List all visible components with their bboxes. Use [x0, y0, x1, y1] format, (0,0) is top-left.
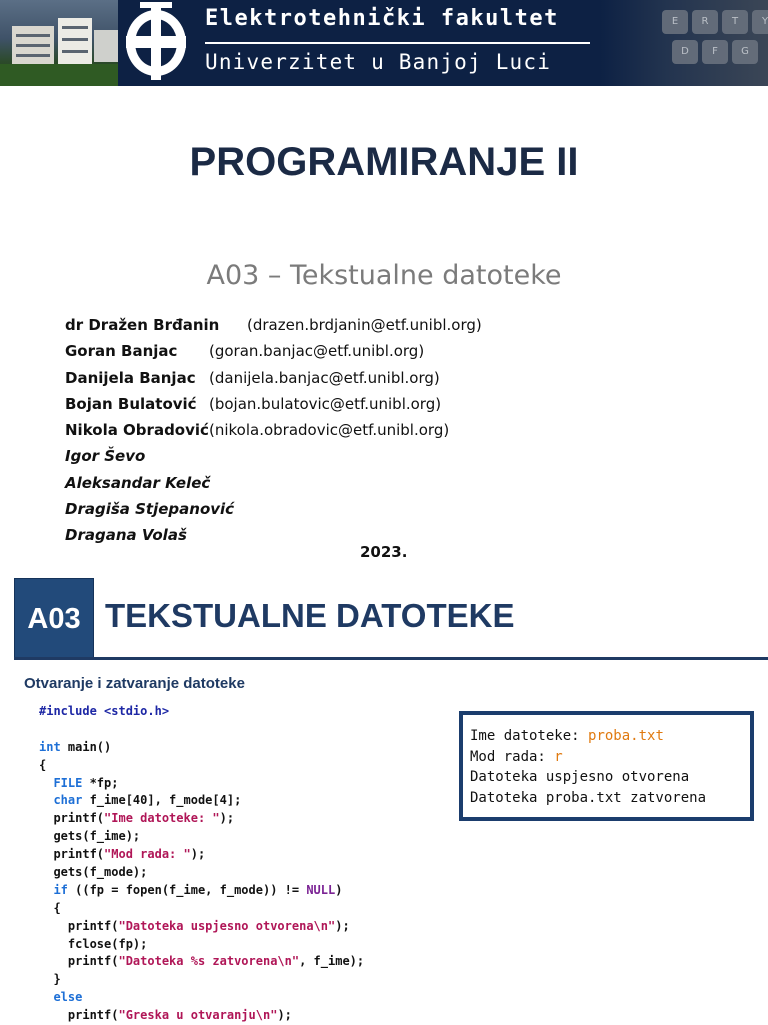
code-token: "Datoteka %s zatvorena\n" [118, 954, 300, 969]
code-token: ) [335, 882, 343, 897]
output-line [470, 747, 743, 768]
code-token: Datoteka uspjesno otvorena [470, 769, 690, 785]
keyboard-key: G [732, 40, 758, 64]
author-item [65, 312, 482, 338]
code-token: printf( [39, 954, 119, 969]
code-token: ); [190, 847, 206, 862]
author-item [65, 443, 234, 469]
author-name: Igor Ševo [65, 447, 146, 466]
code-token: printf( [39, 1008, 119, 1023]
code-line [39, 810, 364, 828]
code-token: "Greska u otvaranju\n" [118, 1008, 278, 1023]
author-name: Goran Banjac [65, 342, 178, 361]
author-email: (danijela.banjac@etf.unibl.org) [209, 368, 440, 387]
code-token: *fp; [82, 775, 119, 790]
code-token: int [39, 739, 61, 754]
code-token: Datoteka proba.txt zatvorena [470, 789, 707, 806]
code-token: else [53, 990, 83, 1005]
code-token: gets(f_mode); [39, 865, 148, 880]
author-email: (bojan.bulatovic@etf.unibl.org) [209, 394, 442, 413]
keyboard-key: R [692, 10, 718, 34]
code-token: fclose(fp); [39, 936, 148, 951]
code-token: NULL [306, 882, 336, 897]
author-name: Aleksandar Keleč [65, 473, 211, 492]
year-label: 2023. [360, 543, 408, 561]
author-item [65, 417, 450, 443]
code-line [39, 739, 364, 757]
code-token: "Mod rada: " [104, 847, 191, 862]
code-line [39, 721, 364, 739]
code-token: r [554, 748, 563, 765]
code-line [39, 846, 364, 864]
header-banner [0, 0, 768, 86]
code-token: gets(f_ime); [39, 829, 141, 844]
author-item [65, 522, 234, 548]
program-output-box [459, 711, 754, 821]
code-token: printf( [39, 847, 105, 862]
author-name: Nikola Obradović [65, 421, 209, 440]
code-line [39, 918, 364, 936]
code-token: ); [277, 1008, 292, 1023]
author-name: Danijela Banjac [65, 368, 196, 387]
code-token: FILE [53, 775, 83, 790]
author-name: dr Dražen Brđanin [65, 316, 220, 334]
content-heading: Otvaranje i zatvaranje datoteke [24, 675, 245, 692]
output-line [470, 726, 743, 747]
section-title: TEKSTUALNE DATOTEKE [105, 597, 515, 634]
output-line [470, 767, 743, 788]
course-title: PROGRAMIRANJE II [189, 140, 579, 184]
code-token: , f_ime); [299, 954, 365, 969]
code-line [39, 775, 364, 793]
code-token: "Datoteka uspjesno otvorena\n" [118, 918, 336, 933]
author-name: Bojan Bulatović [65, 394, 197, 413]
keyboard-image [600, 0, 768, 86]
code-token: ); [335, 918, 350, 933]
section-divider [14, 657, 768, 660]
keyboard-key: Y [752, 10, 768, 34]
author-item [65, 365, 440, 391]
author-name: Dragiša Stjepanović [65, 500, 235, 519]
code-line [39, 828, 364, 846]
keyboard-key: T [722, 10, 748, 34]
faculty-building-photo [0, 0, 118, 86]
author-email: (goran.banjac@etf.unibl.org) [209, 342, 425, 361]
code-token: printf( [39, 918, 119, 933]
code-line [39, 757, 364, 775]
code-line [39, 792, 364, 810]
author-item [65, 496, 234, 522]
code-line [39, 936, 364, 954]
author-item [65, 391, 442, 417]
section-code-badge: A03 [14, 578, 94, 658]
keyboard-key: D [672, 40, 698, 64]
author-email: (drazen.brdjanin@etf.unibl.org) [247, 316, 482, 334]
code-token: { [39, 757, 47, 772]
code-token: f_ime[40], f_mode[4]; [82, 793, 242, 808]
code-token: { [39, 900, 61, 915]
code-line [39, 882, 364, 900]
code-token: "Ime datoteke: " [104, 811, 220, 826]
keyboard-key: F [702, 40, 728, 64]
etf-logo-icon [118, 0, 194, 86]
code-token: } [39, 972, 61, 987]
code-line [39, 864, 364, 882]
code-listing [39, 703, 364, 1025]
code-token: Ime datoteke: [470, 728, 589, 744]
code-token: ); [219, 811, 235, 826]
code-token [39, 793, 53, 807]
author-item [65, 338, 425, 364]
author-name: Dragana Volaš [65, 526, 187, 545]
code-line [39, 971, 364, 989]
code-line [39, 900, 364, 918]
output-line [470, 788, 743, 809]
code-token: if [53, 882, 68, 897]
code-line [39, 989, 364, 1007]
author-list [65, 312, 482, 549]
code-token: proba.txt [588, 728, 664, 744]
university-name: Univerzitet u Banjoj Luci [205, 50, 552, 74]
code-token [39, 776, 53, 790]
code-line [39, 953, 364, 971]
keyboard-key: E [662, 10, 688, 34]
banner-divider [205, 42, 590, 44]
code-token [39, 883, 53, 897]
code-token: ((fp = fopen(f_ime, f_mode)) != [67, 882, 307, 897]
code-token: Mod rada: [470, 748, 555, 765]
code-line [39, 1007, 364, 1025]
code-line [39, 703, 364, 721]
faculty-name: Elektrotehnički fakultet [205, 6, 559, 31]
code-token: char [53, 793, 83, 808]
code-token: printf( [39, 811, 105, 826]
author-email: (nikola.obradovic@etf.unibl.org) [209, 421, 450, 440]
author-item [65, 470, 234, 496]
code-token [39, 990, 53, 1004]
code-token: main() [60, 739, 112, 754]
lecture-title: A03 – Tekstualne datoteke [206, 260, 562, 291]
code-token: #include <stdio.h> [39, 704, 170, 718]
